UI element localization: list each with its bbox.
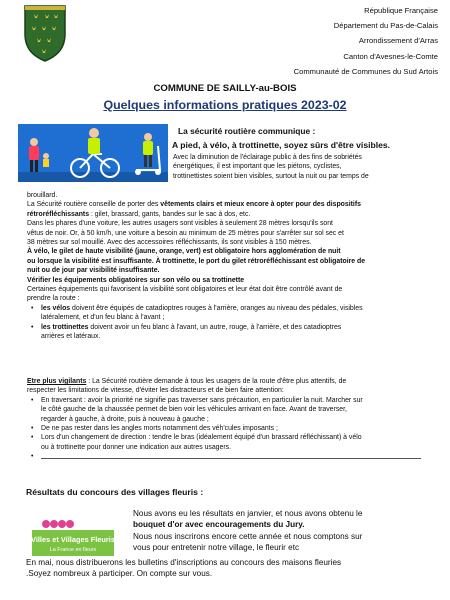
text: doivent avoir un feu blanc à l'avant, un autre, rouge, à l'arrière, et des catadioptres: [88, 323, 342, 331]
distance-line: vêtus de noir. Or, à 50 km/h, une voiture a besoin au minimum de 25 mètres pour s'arrêter sur sol sec et: [27, 229, 344, 237]
result-line: Nous avons eu les résultats en janvier, et nous avons obtenu le: [133, 509, 363, 518]
result-line: Nous nous inscrirons encore cette année et nous comptons sur: [133, 531, 363, 541]
equipment-line: prendre la route :: [27, 295, 80, 303]
text-bold: vêtements clairs et mieux encore à opter pour des dispositifs: [160, 201, 361, 209]
verify-heading: Vérifier les équipements obligatoires sur son vélo ou sa trottinette: [27, 276, 245, 284]
vigilance-bullet-cont: ou à trottinette pour donner une indication aux autres usagers.: [41, 443, 232, 451]
scooters-item-cont: arrières et latéraux.: [41, 333, 101, 341]
distance-line: Dans les phares d'une voiture, les autres usagers sont visibles à seulement 28 mètres lorsqu'ils sont: [27, 220, 333, 228]
security-heading: La sécurité routière communique :: [178, 126, 316, 136]
text-bold: rétroréfléchissants: [27, 210, 90, 218]
clothing-advice: [27, 200, 445, 209]
administrative-header: [294, 3, 438, 79]
vigilance-intro-cont: respecter les limitations de vitesse, d'éviter les distracteurs et de bien faire attention:: [27, 387, 284, 395]
vest-rule: ou lorsque la visibilité est insuffisante. À trottinette, le port du gilet rétroréfléchissant est obligatoire de: [27, 257, 366, 265]
admin-line: République Française: [364, 6, 438, 15]
vigilance-bullet: • En traversant : avoir la priorité ne signifie pas traverser sans précaution, en particulier la nuit. Marcher sur: [27, 396, 445, 405]
vest-rule: À vélo, le gilet de haute visibilité (jaune, orange, vert) est obligatoire hors agglomération de nuit: [27, 248, 341, 256]
vigilance-bullet: • De ne pas rester dans les angles morts notamment des véh'cules imposants ;: [27, 424, 445, 433]
result-line: vous pour entretenir notre village, le fleurir etc: [133, 543, 300, 553]
admin-line: Canton d'Avesnes-le-Comte: [343, 51, 438, 61]
intro-line: trottinettistes soient bien visibles, surtout la nuit ou par temps de: [173, 172, 369, 180]
result-line: En mai, nous distribuerons les bulletins d'inscriptions au concours des maisons fleuries: [26, 558, 342, 567]
bikes-item: [27, 304, 445, 313]
road-safety-illustration: [18, 124, 168, 182]
vigilance-key: Etre plus vigilants: [27, 378, 87, 385]
result-line-bold: bouquet d'or avec encouragements du Jury.: [133, 520, 305, 530]
results-footer: [26, 557, 446, 580]
admin-line: Département du Pas-de-Calais: [333, 21, 438, 31]
coat-of-arms: [22, 4, 68, 62]
logo-line: La France en fleurs: [49, 547, 97, 553]
commune-name: COMMUNE DE SAILLY-au-BOIS: [153, 83, 297, 94]
security-body: [27, 191, 445, 342]
admin-line: Communauté de Communes du Sud Artois: [293, 66, 438, 76]
intro-line: énergétiques, il est important que les piétons, cyclistes,: [173, 163, 342, 171]
vigilance-bullet-cont: le côté gauche de la chaussée permet de bien voir les véhicules arrivant en face. Avant de traverser,: [41, 406, 347, 414]
intro-line: Avec la diminution de l'éclairage public à des fins de sobriétés: [173, 154, 362, 161]
text: : La Sécurité routière demande à tous les usagers de la route d'être plus attentifs, de: [86, 378, 347, 385]
flower-icon: [32, 516, 114, 556]
text-bold: les vélos: [41, 304, 71, 312]
scooters-item: [27, 323, 445, 332]
page-title: Quelques informations pratiques 2023-02: [103, 98, 347, 112]
vigilance-bullet-cont: regarder à gauche, à droite, puis à nouveau à gauche ;: [41, 415, 209, 423]
empty-bullet: [27, 452, 445, 462]
text: : gilet, brassard, gants, bandes sur le sac à dos, etc.: [89, 210, 251, 218]
text: La Sécurité routière conseille de porter des: [27, 201, 161, 209]
security-intro: [173, 153, 443, 181]
vigilance-section: [27, 377, 445, 462]
vest-rule: nuit ou de jour par visibilité insuffisante.: [27, 267, 160, 275]
security-subheading: A pied, à vélo, à trottinette, soyez sûrs d'être visibles.: [172, 140, 391, 150]
distance-line: 38 mètres sur sol mouillé. Avec des accessoires réfléchissants, ils sont visibles à 150 mètres.: [27, 239, 312, 247]
results-text: [133, 508, 445, 554]
clothing-advice-cont: [27, 210, 445, 219]
admin-line: Arrondissement d'Arras: [358, 36, 438, 46]
vigilance-intro: [27, 377, 445, 386]
intro-line: brouillard.: [27, 192, 58, 199]
results-heading: Résultats du concours des villages fleuris :: [26, 487, 204, 497]
separator-line: [41, 452, 421, 459]
equipment-line: Certaines équipements qui favorisent la visibilité sont obligatoires et leur état doit être contrôlé avant de: [27, 286, 343, 294]
text: doivent être équipés de catadioptres rouges à l'arrière, oranges au niveau des pédales, visibles: [70, 304, 363, 312]
vigilance-bullet: • Lors d'un changement de direction : tendre le bras (idéalement équipé d'un brassard réfléchissant) à vélo: [27, 433, 445, 442]
bikes-item-cont: latéralement, et d'un feu blanc à l'avant ;: [41, 314, 165, 322]
villes-villages-fleuris-logo: [32, 516, 114, 556]
logo-line: Villes et Villages Fleuris: [32, 535, 114, 544]
result-line: .Soyez nombreux à participer. On compte sur vous.: [26, 569, 213, 579]
text-bold: les trottinettes: [41, 323, 89, 331]
